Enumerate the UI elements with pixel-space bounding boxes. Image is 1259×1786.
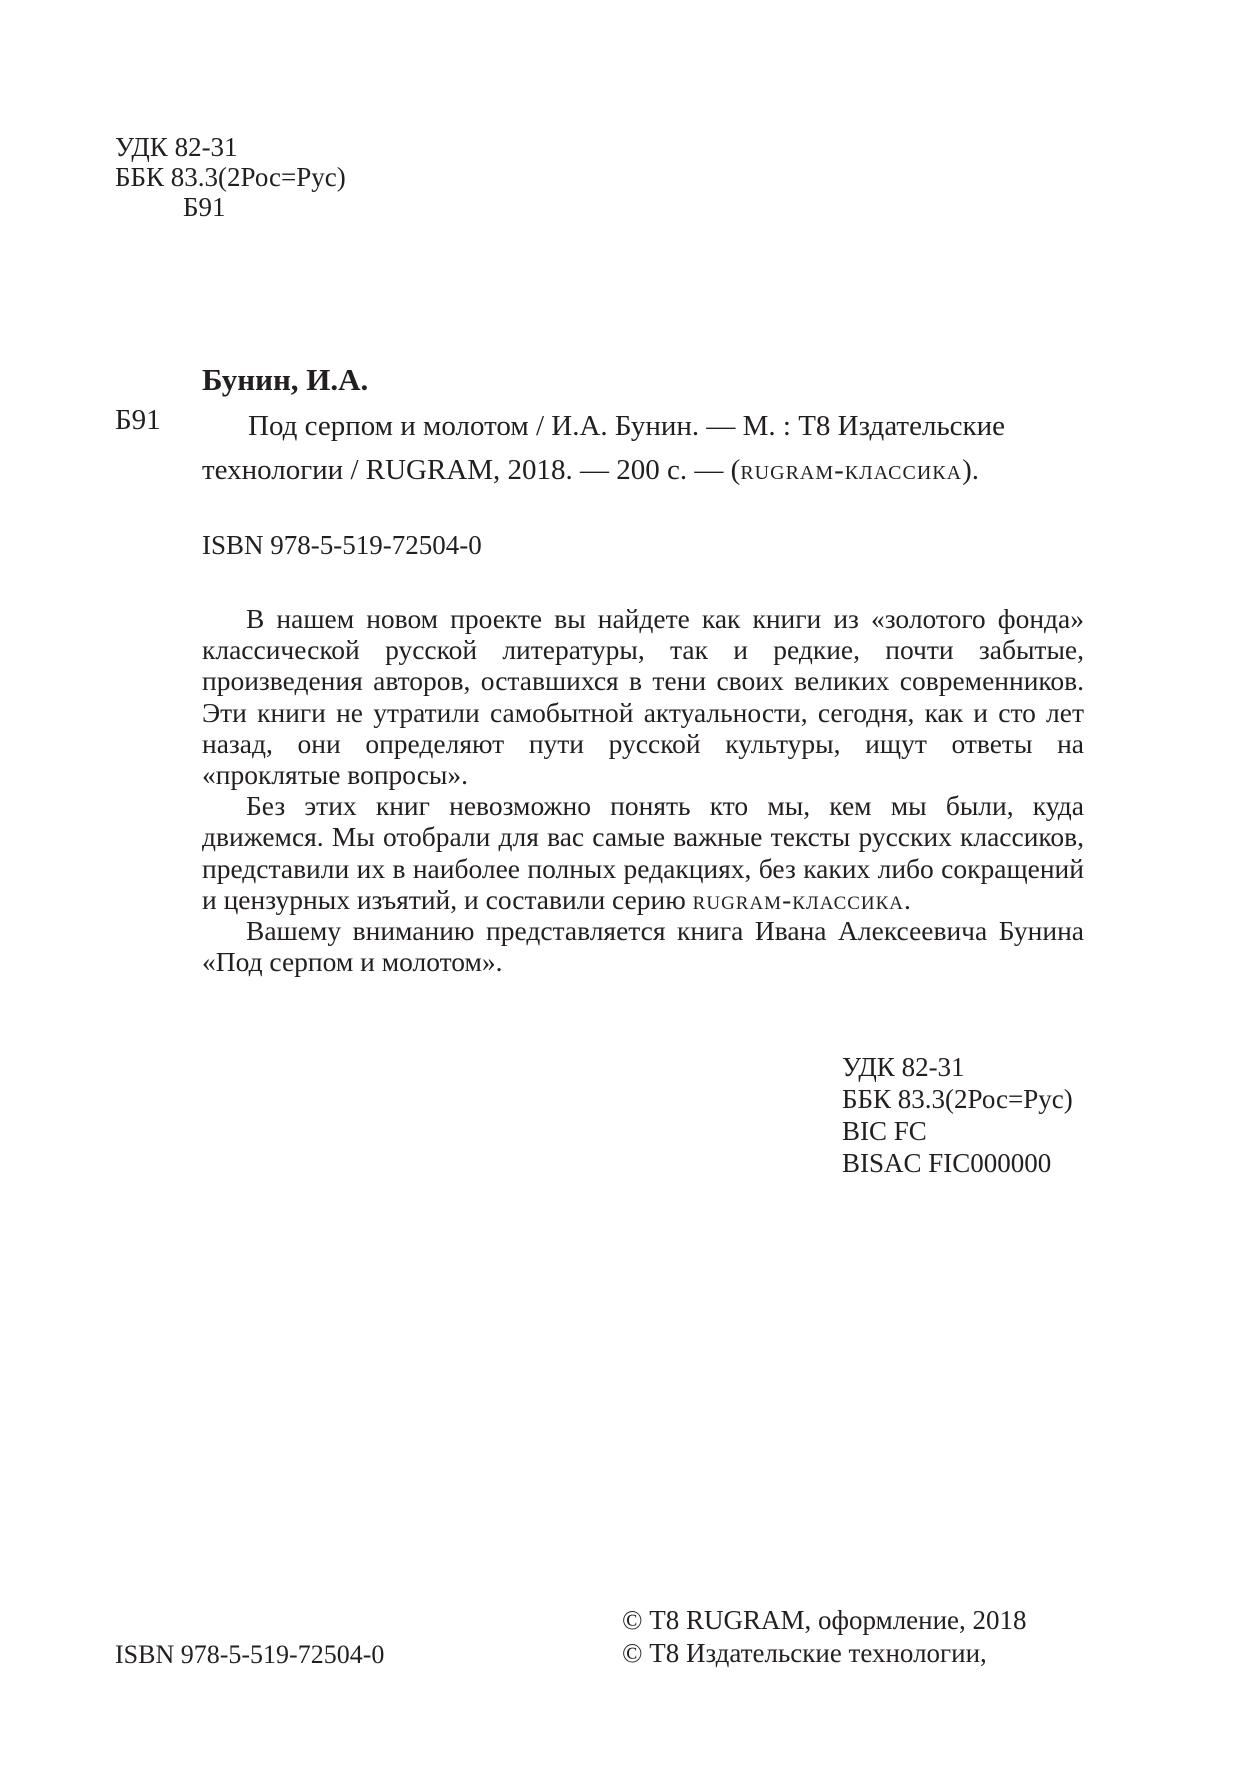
- bic-code: BIC FC: [842, 1116, 927, 1146]
- classification-codes-right: [842, 1051, 1073, 1179]
- bibliographic-line-1: Под серпом и молотом / И.А. Бунин. — М. : Т8 Издательские: [248, 410, 1006, 442]
- record-cipher: Б91: [115, 404, 161, 436]
- udk-code: УДК 82-31: [115, 132, 238, 162]
- annotation-series-name: rugram-классика: [692, 883, 905, 915]
- udk-code-right: УДК 82-31: [842, 1052, 965, 1082]
- bibliographic-line-2-start: технологии / RUGRAM, 2018. — 200 с. — (: [202, 454, 741, 486]
- annotation-paragraph-2: [202, 790, 1084, 915]
- annotation-paragraph-3: Вашему вниманию представляется книга Ивана Алексеевича Бунина «Под серпом и молотом».: [202, 915, 1084, 978]
- bibliographic-line-2-end: ).: [962, 454, 979, 486]
- copyright-line-2: © Т8 Издательские технологии,: [622, 1638, 987, 1668]
- isbn: ISBN 978-5-519-72504-0: [202, 530, 482, 560]
- annotation: [202, 603, 1084, 977]
- author-name: Бунин, И.А.: [202, 362, 369, 397]
- bbk-code-right: ББК 83.3(2Рос=Рус): [842, 1084, 1073, 1114]
- series-name: rugram-классика: [740, 454, 963, 486]
- copyright-block: [622, 1604, 1027, 1670]
- annotation-paragraph-2-end: .: [904, 883, 911, 915]
- annotation-paragraph-1: В нашем новом проекте вы найдете как книги из «золотого фонда» классической русской литературы, так и редкие, почти забытые, произведения авторов, оставшихся в тени своих великих современников. Эти книги не утратили самобытной актуальности, сегодня, как и сто лет назад, они определяют пути русской культуры, ищут ответы на «проклятые вопросы».: [202, 603, 1084, 791]
- annotation-paragraph-2-text: Без этих книг невозможно понять кто мы, кем мы были, куда движемся. Мы отобрали для вас самые важные тексты русских классиков, представили их в наиболее полных редакциях, без каких либо сокращений и цензурных изъятий, и составили серию: [202, 790, 1084, 915]
- bibliographic-record: [202, 404, 1084, 492]
- bisac-code: BISAC FIC000000: [842, 1148, 1052, 1178]
- isbn-bottom: ISBN 978-5-519-72504-0: [115, 1640, 385, 1669]
- bbk-code: ББК 83.3(2Рос=Рус): [115, 162, 346, 192]
- copyright-line-1: © Т8 RUGRAM, оформление, 2018: [622, 1605, 1027, 1635]
- author-cipher: Б91: [183, 192, 226, 222]
- bibliographic-line-2: [202, 448, 1084, 492]
- classification-codes-top: [115, 132, 346, 222]
